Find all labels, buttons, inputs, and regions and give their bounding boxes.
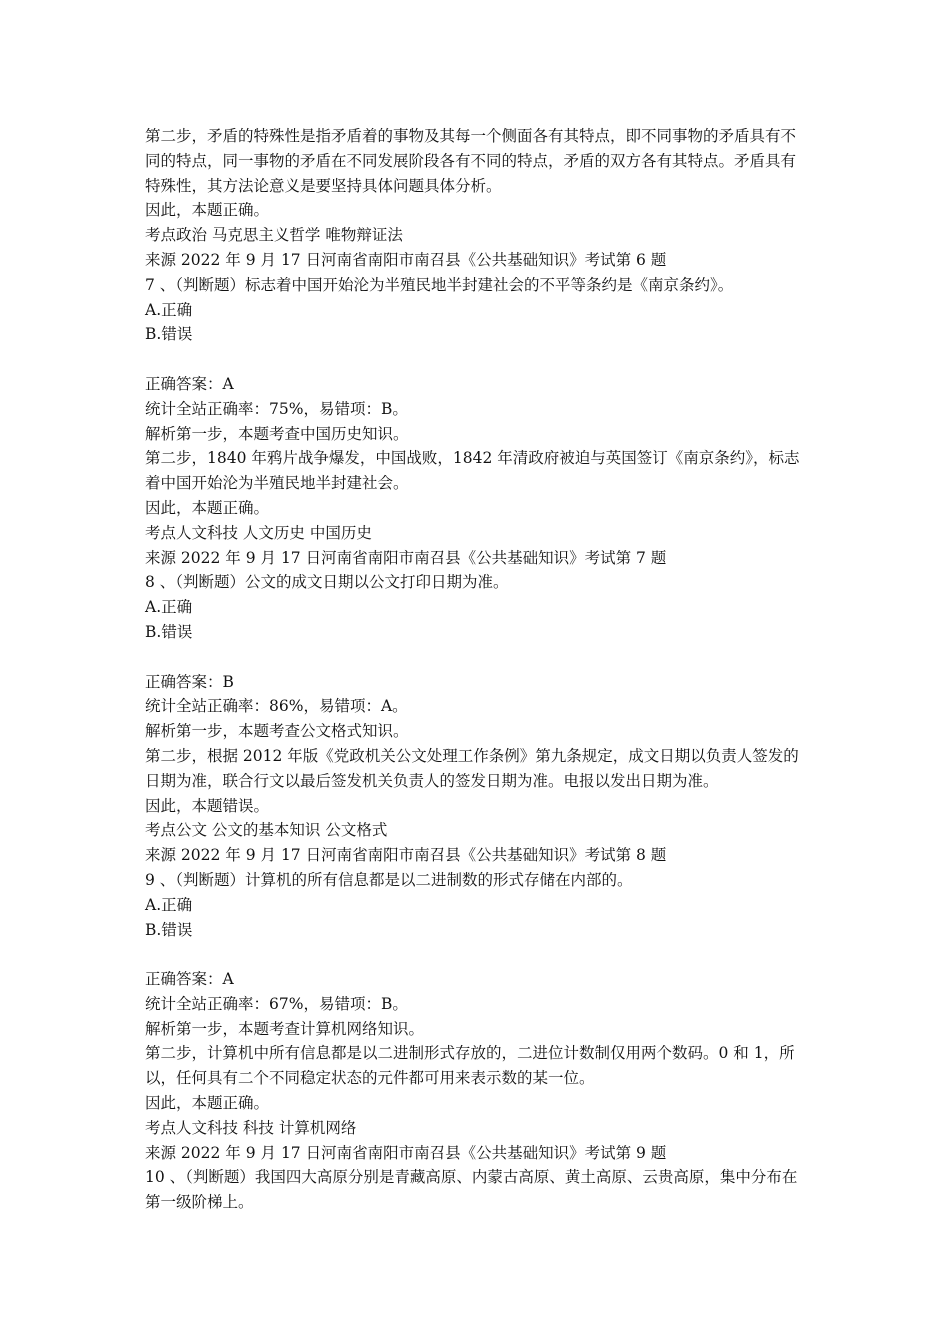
question-9: 9 、（判断题）计算机的所有信息都是以二进制数的形式存储在内部的。	[145, 870, 633, 889]
blank-line	[145, 942, 810, 967]
conclusion-q8: 因此，本题错误。	[145, 796, 270, 815]
question-8: 8 、（判断题）公文的成文日期以公文打印日期为准。	[145, 573, 509, 592]
conclusion-q9: 因此，本题正确。	[145, 1094, 270, 1113]
blank-line	[145, 347, 810, 372]
topic-q6: 考点政治 马克思主义哲学 唯物辩证法	[145, 226, 403, 245]
source-q6: 来源 2022 年 9 月 17 日河南省南阳市南召县《公共基础知识》考试第 6 题	[145, 250, 667, 269]
stats-q9: 统计全站正确率：67%，易错项：B。	[145, 994, 408, 1013]
document-body	[145, 124, 810, 1215]
question-10: 10 、（判断题）我国四大高原分别是青藏高原、内蒙古高原、黄土高原、云贵高原，集中分布在第一级阶梯上。	[145, 1168, 798, 1212]
option-a-q8: A.正确	[145, 598, 193, 617]
topic-q7: 考点人文科技 人文历史 中国历史	[145, 523, 372, 542]
analysis-step1-q9: 解析第一步，本题考查计算机网络知识。	[145, 1019, 425, 1038]
option-a-q9: A.正确	[145, 895, 193, 914]
source-q9: 来源 2022 年 9 月 17 日河南省南阳市南召县《公共基础知识》考试第 9 题	[145, 1143, 667, 1162]
analysis-step2-q6: 第二步，矛盾的特殊性是指矛盾着的事物及其每一个侧面各有其特点，即不同事物的矛盾具有不同的特点，同一事物的矛盾在不同发展阶段各有不同的特点，矛盾的双方各有其特点。矛盾具有特殊性，其方法论意义是要坚持具体问题具体分析。	[145, 127, 797, 195]
topic-q8: 考点公文 公文的基本知识 公文格式	[145, 821, 388, 840]
option-b-q8: B.错误	[145, 622, 193, 641]
analysis-step1-q8: 解析第一步，本题考查公文格式知识。	[145, 722, 409, 741]
analysis-step2-q7: 第二步，1840 年鸦片战争爆发，中国战败，1842 年清政府被迫与英国签订《南京条约》，标志着中国开始沦为半殖民地半封建社会。	[145, 449, 800, 493]
stats-q7: 统计全站正确率：75%，易错项：B。	[145, 399, 408, 418]
option-b-q9: B.错误	[145, 920, 193, 939]
answer-q7: 正确答案：A	[145, 374, 234, 393]
conclusion-q6: 因此，本题正确。	[145, 201, 270, 220]
answer-q8: 正确答案：B	[145, 672, 234, 691]
option-b-q7: B.错误	[145, 325, 193, 344]
answer-q9: 正确答案：A	[145, 970, 234, 989]
topic-q9: 考点人文科技 科技 计算机网络	[145, 1118, 357, 1137]
stats-q8: 统计全站正确率：86%，易错项：A。	[145, 697, 408, 716]
question-7: 7 、（判断题）标志着中国开始沦为半殖民地半封建社会的不平等条约是《南京条约》。	[145, 275, 734, 294]
analysis-step2-q9: 第二步，计算机中所有信息都是以二进制形式存放的，二进位计数制仅用两个数码。0 和 1，所以，任何具有二个不同稳定状态的元件都可用来表示数的某一位。	[145, 1044, 795, 1088]
source-q7: 来源 2022 年 9 月 17 日河南省南阳市南召县《公共基础知识》考试第 7 题	[145, 548, 667, 567]
blank-line	[145, 645, 810, 670]
analysis-step1-q7: 解析第一步，本题考查中国历史知识。	[145, 424, 409, 443]
source-q8: 来源 2022 年 9 月 17 日河南省南阳市南召县《公共基础知识》考试第 8 题	[145, 846, 667, 865]
conclusion-q7: 因此，本题正确。	[145, 498, 270, 517]
analysis-step2-q8: 第二步，根据 2012 年版《党政机关公文处理工作条例》第九条规定，成文日期以负责人签发的日期为准，联合行文以最后签发机关负责人的签发日期为准。电报以发出日期为准。	[145, 746, 799, 790]
option-a-q7: A.正确	[145, 300, 193, 319]
